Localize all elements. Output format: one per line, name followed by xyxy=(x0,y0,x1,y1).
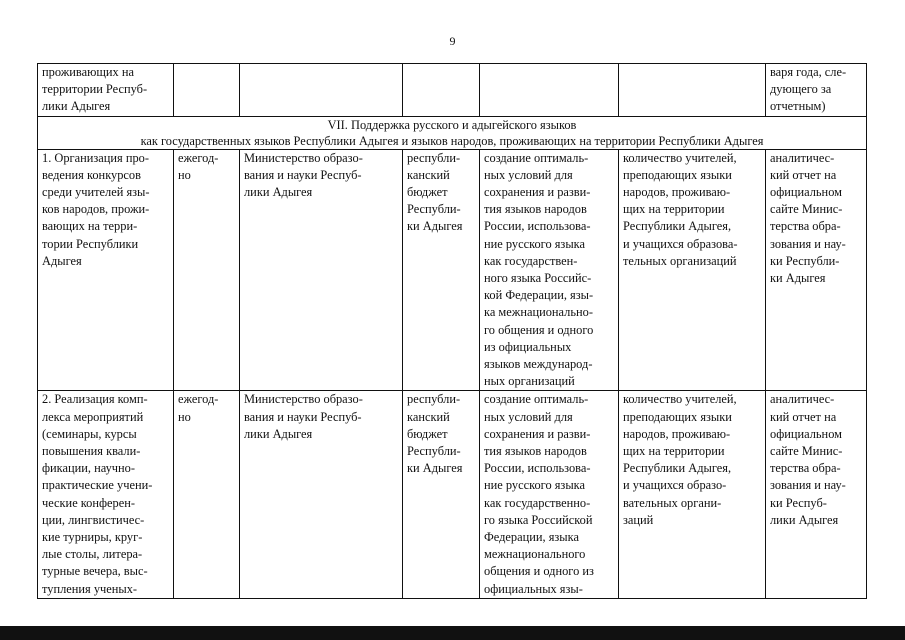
cell-report: аналитичес- кий отчет на официальном сайте Минис- терства обра- зования и нау- ки Республи- ки Адыгея xyxy=(766,149,867,391)
cell-result: создание оптималь- ных условий для сохранения и разви- тия языков народов России, использова- ние русского языка как государствен- ного языка Российс- кой Федерации, язы- ка межнационально- го общения и одного из официальных языков международ- ных организаций xyxy=(480,149,619,391)
table-row xyxy=(38,391,867,598)
cell-result: создание оптималь- ных условий для сохранения и разви- тия языков народов России, использова- ние русского языка как государственно- го языка Российской Федерации, языка межнационального общения и одного из официальных язы- xyxy=(480,391,619,598)
continuation-cell-indicator xyxy=(619,64,766,117)
cell-activity: 2. Реализация комп- лекса мероприятий (семинары, курсы повышения квали- фикации, научно- практические учени- ческие конферен- ции, лингвистичес- кие турниры, круг- лые столы, литера- турные вечера, выс- тупления ученых- xyxy=(38,391,174,598)
cell-funding: республи- канский бюджет Республи- ки Адыгея xyxy=(403,391,480,598)
section-heading xyxy=(38,116,867,149)
cell-indicator: количество учителей, преподающих языки народов, проживаю- щих на территории Республики Адыгея, и учащихся образова- тельных организаций xyxy=(619,149,766,391)
section-heading-line-1: VII. Поддержка русского и адыгейского языков xyxy=(327,117,577,132)
continuation-cell-activity: проживающих на территории Респуб- лики Адыгея xyxy=(38,64,174,117)
continuation-cell-period xyxy=(174,64,240,117)
cell-funding: республи- канский бюджет Республи- ки Адыгея xyxy=(403,149,480,391)
continuation-cell-report: варя года, сле- дующего за отчетным) xyxy=(766,64,867,117)
continuation-cell-funding xyxy=(403,64,480,117)
section-heading-line-2: как государственных языков Республики Адыгея и языков народов, проживающих на территории Республики Адыгея xyxy=(140,133,764,148)
page-number: 9 xyxy=(449,34,456,48)
cell-indicator: количество учителей, преподающих языки народов, проживаю- щих на территории Республики Адыгея, и учащихся образо- вательных органи- заций xyxy=(619,391,766,598)
continuation-cell-executor xyxy=(240,64,403,117)
cell-period: ежегод- но xyxy=(174,391,240,598)
action-plan-table xyxy=(37,63,867,599)
section-heading-row xyxy=(38,116,867,149)
table-row xyxy=(38,149,867,391)
cell-executor: Министерство образо- вания и науки Респуб- лики Адыгея xyxy=(240,149,403,391)
continuation-row xyxy=(38,64,867,117)
cell-report: аналитичес- кий отчет на официальном сайте Минис- терства обра- зования и нау- ки Респуб- лики Адыгея xyxy=(766,391,867,598)
cell-executor: Министерство образо- вания и науки Респуб- лики Адыгея xyxy=(240,391,403,598)
continuation-cell-result xyxy=(480,64,619,117)
cell-activity: 1. Организация про- ведения конкурсов среди учителей язы- ков народов, прожи- вающих на терри- тории Республики Адыгея xyxy=(38,149,174,391)
cell-period: ежегод- но xyxy=(174,149,240,391)
scan-bottom-edge xyxy=(0,626,905,640)
